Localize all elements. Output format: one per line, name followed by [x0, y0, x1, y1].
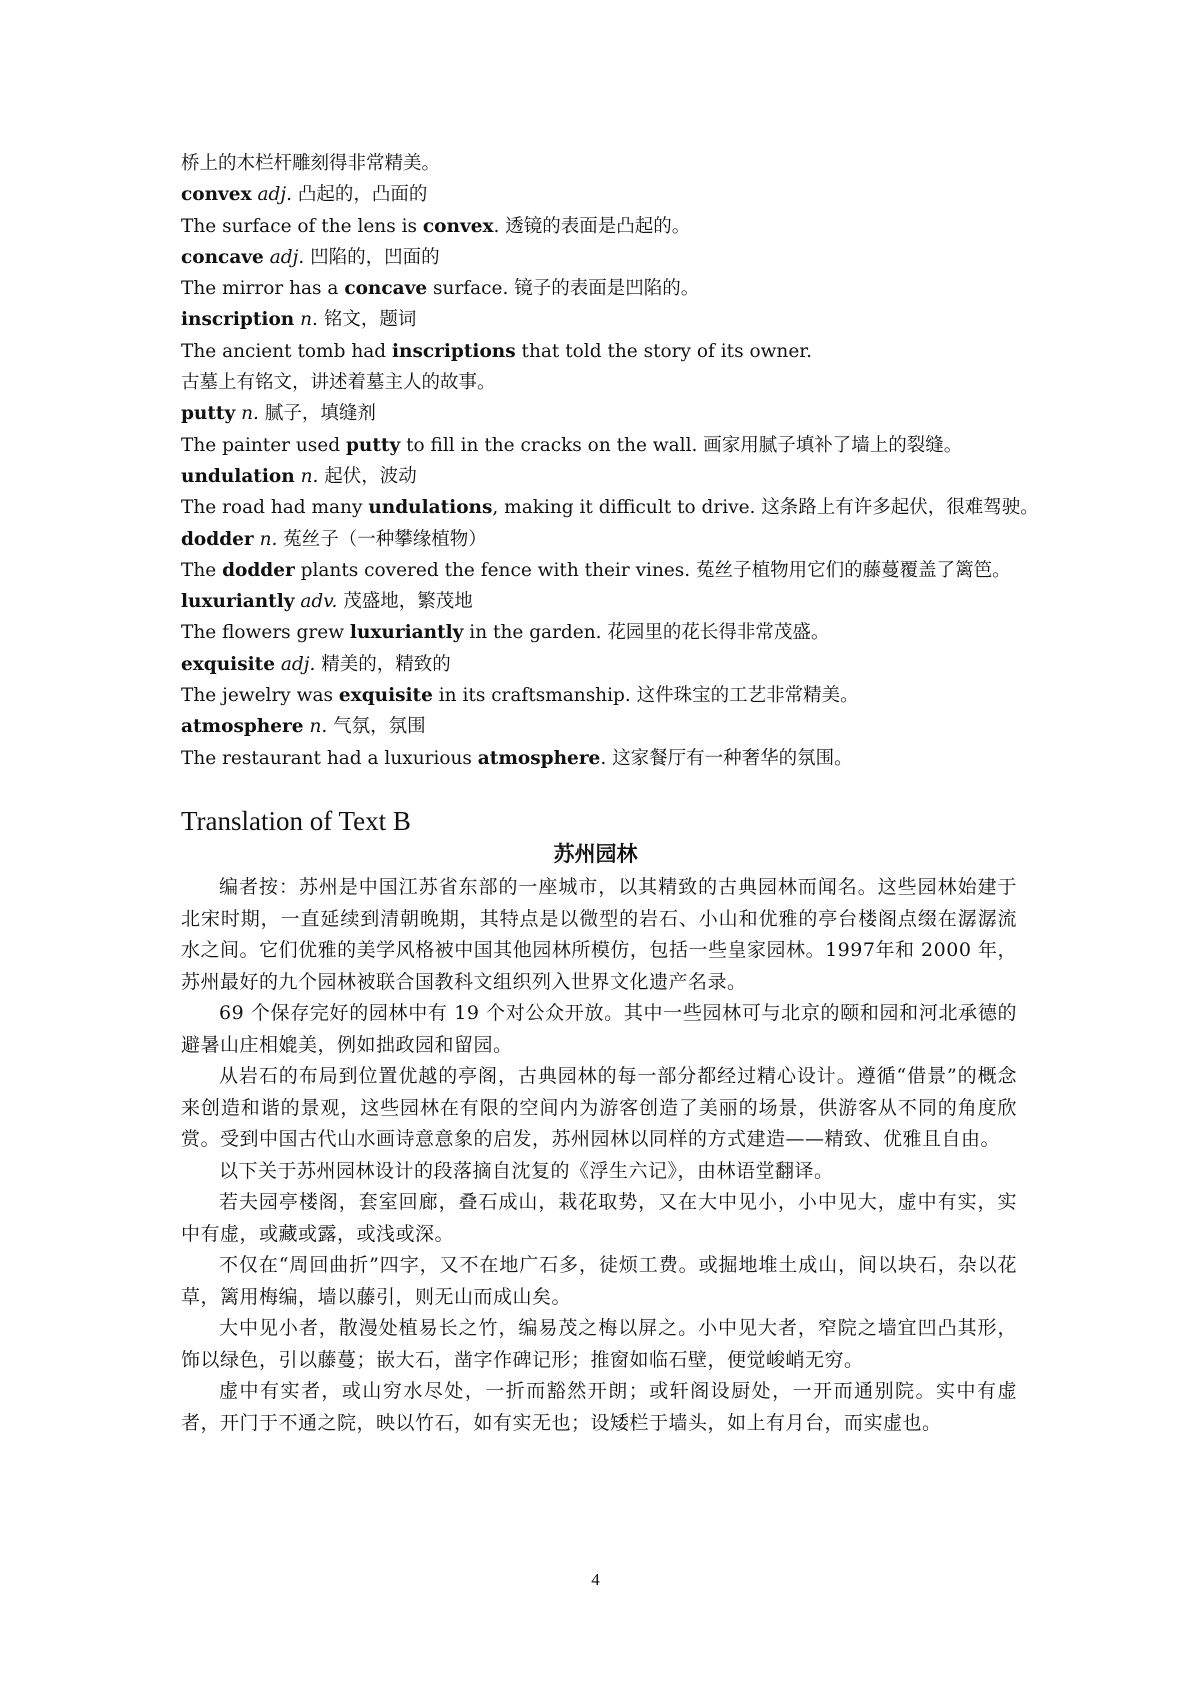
example-keyword: convex: [422, 215, 494, 237]
example-keyword: putty: [345, 434, 401, 456]
page-number: 4: [591, 1570, 600, 1589]
article-title: 苏州园林: [553, 842, 638, 866]
vocab-meaning: 凹陷的，凹面的: [310, 246, 440, 268]
example-text: The painter used: [181, 434, 346, 456]
example-keyword: atmosphere: [477, 747, 601, 769]
article-body: [181, 872, 1017, 1439]
example-keyword: concave: [344, 278, 428, 300]
vocab-example-dodder: [181, 555, 1041, 586]
example-keyword: luxuriantly: [349, 622, 464, 644]
vocab-example-convex: [181, 211, 1041, 242]
vocab-pos: adv.: [300, 591, 338, 613]
example-keyword: undulations: [368, 497, 493, 519]
vocab-pos: n.: [241, 403, 259, 425]
vocabulary-list: [181, 148, 1041, 774]
vocab-entry-convex: [181, 179, 1041, 210]
vocab-word: convex: [181, 184, 252, 206]
example-translation: 这家餐厅有一种奢华的氛围。: [612, 747, 853, 769]
example-keyword: exquisite: [338, 685, 433, 707]
paragraph: 不仅在“周回曲折”四字，又不在地广石多，徒烦工费。或掘地堆土成山，间以块石，杂以花草，篱用梅编，墙以藤引，则无山而成山矣。: [181, 1254, 1017, 1308]
vocab-example-atmosphere: [181, 743, 1041, 774]
example-text: The jewelry was: [181, 685, 339, 707]
example-translation: 镜子的表面是凹陷的。: [514, 278, 700, 300]
example-text: .: [493, 215, 500, 237]
example-text: .: [600, 747, 607, 769]
example-text: The: [181, 559, 223, 581]
vocab-pos: n.: [300, 309, 318, 331]
paragraph: 69 个保存完好的园林中有 19 个对公众开放。其中一些园林可与北京的颐和园和河北承德的避暑山庄相媲美，例如拙政园和留园。: [181, 1002, 1017, 1056]
example-text: The restaurant had a luxurious: [181, 747, 478, 769]
vocab-word: putty: [181, 403, 236, 425]
example-translation: 菟丝子植物用它们的藤蔓覆盖了篱笆。: [696, 559, 1011, 581]
vocab-example-translation-inscription: 古墓上有铭文，讲述着墓主人的故事。: [181, 372, 496, 394]
example-keyword: dodder: [222, 559, 295, 581]
vocab-meaning: 气氛，氛围: [333, 716, 426, 738]
example-text: that told the story of its owner.: [515, 340, 812, 362]
vocab-example-undulation: [181, 492, 1041, 523]
paragraph: 虚中有实者，或山穷水尽处，一折而豁然开朗；或轩阁设厨处，一开而通别院。实中有虚者，开门于不通之院，映以竹石，如有实无也；设矮栏于墙头，如上有月台，而实虚也。: [181, 1380, 1017, 1434]
example-text: in the garden.: [463, 622, 602, 644]
vocab-meaning: 精美的，精致的: [321, 653, 451, 675]
paragraph: 编者按：苏州是中国江苏省东部的一座城市，以其精致的古典园林而闻名。这些园林始建于北宋时期，一直延续到清朝晚期，其特点是以微型的岩石、小山和优雅的亭台楼阁点缀在潺潺流水之间。它们优雅的美学风格被中国其他园林所模仿，包括一些皇家园林。1997年和 2000 年，苏州最好的九个园林被联合国教科文组织列入世界文化遗产名录。: [181, 876, 1017, 993]
example-translation: 画家用腻子填补了墙上的裂缝。: [703, 434, 963, 456]
vocab-meaning: 茂盛地，繁茂地: [343, 591, 473, 613]
vocab-word: luxuriantly: [181, 591, 295, 613]
vocab-entry-undulation: [181, 461, 1041, 492]
example-text: in its craftsmanship.: [432, 685, 631, 707]
example-text: The mirror has a: [181, 278, 345, 300]
vocab-meaning: 腻子，填缝剂: [264, 403, 376, 425]
vocab-word: inscription: [181, 309, 295, 331]
vocab-entry-inscription: [181, 304, 1041, 335]
vocab-pos: n.: [300, 465, 319, 487]
example-keyword: inscriptions: [392, 340, 516, 362]
vocab-pos: n.: [259, 528, 278, 550]
example-text: The surface of the lens is: [181, 215, 423, 237]
example-text: to fill in the cracks on the wall.: [400, 434, 698, 456]
example-translation: 这件珠宝的工艺非常精美。: [636, 685, 859, 707]
vocab-example-concave: [181, 273, 1041, 304]
section-heading: Translation of Text B: [181, 806, 411, 836]
vocab-word: exquisite: [181, 653, 275, 675]
example-translation: 这条路上有许多起伏，很难驾驶。: [761, 497, 1039, 519]
paragraph: 若夫园亭楼阁，套室回廊，叠石成山，栽花取势，又在大中见小，小中见大，虚中有实，实中有虚，或藏或露，或浅或深。: [181, 1191, 1017, 1245]
vocab-entry-concave: [181, 242, 1041, 273]
paragraph: 大中见小者，散漫处植易长之竹，编易茂之梅以屏之。小中见大者，窄院之墙宜凹凸其形，饰以绿色，引以藤蔓；嵌大石，凿字作碑记形；推窗如临石壁，便觉峻峭无穷。: [181, 1317, 1017, 1371]
example-text: , making it difficult to drive.: [492, 497, 756, 519]
vocab-meaning: 铭文，题词: [323, 309, 417, 331]
vocab-entry-putty: [181, 398, 1041, 429]
vocab-pos: adj.: [269, 246, 305, 268]
example-translation: 花园里的花长得非常茂盛。: [607, 622, 830, 644]
vocab-example-putty: [181, 430, 1041, 461]
vocab-pos: adj.: [257, 184, 292, 206]
vocab-word: atmosphere: [181, 716, 304, 738]
example-text: The road had many: [181, 497, 369, 519]
vocab-word: concave: [181, 246, 264, 268]
vocab-word: undulation: [181, 465, 295, 487]
example-text: The flowers grew: [181, 622, 350, 644]
vocab-meaning: 凸起的，凸面的: [297, 184, 428, 206]
vocab-example-exquisite: [181, 680, 1041, 711]
vocab-entry-atmosphere: [181, 711, 1041, 742]
example-translation: 透镜的表面是凸起的。: [505, 215, 691, 237]
vocab-entry-exquisite: [181, 649, 1041, 680]
vocab-pos: adj.: [280, 653, 316, 675]
vocab-word: dodder: [181, 528, 254, 550]
example-text: plants covered the fence with their vines.: [294, 559, 691, 581]
paragraph: 从岩石的布局到位置优越的亭阁，古典园林的每一部分都经过精心设计。遵循“借景”的概念来创造和谐的景观，这些园林在有限的空间内为游客创造了美丽的场景，供游客从不同的角度欣赏。受到中国古代山水画诗意意象的启发，苏州园林以同样的方式建造——精致、优雅且自由。: [181, 1065, 1017, 1150]
vocab-entry-luxuriantly: [181, 586, 1041, 617]
example-text: surface.: [427, 278, 509, 300]
paragraph: 以下关于苏州园林设计的段落摘自沈复的《浮生六记》，由林语堂翻译。: [219, 1159, 834, 1182]
vocab-example-inscription: [181, 336, 1041, 367]
vocab-meaning: 菟丝子（一种攀缘植物）: [283, 528, 487, 550]
example-text: The ancient tomb had: [181, 340, 392, 362]
vocab-example-luxuriantly: [181, 617, 1041, 648]
vocab-entry-dodder: [181, 524, 1041, 555]
vocab-continued-line: 桥上的木栏杆雕刻得非常精美。: [181, 153, 441, 174]
vocab-meaning: 起伏，波动: [324, 465, 417, 487]
vocab-pos: n.: [309, 716, 328, 738]
